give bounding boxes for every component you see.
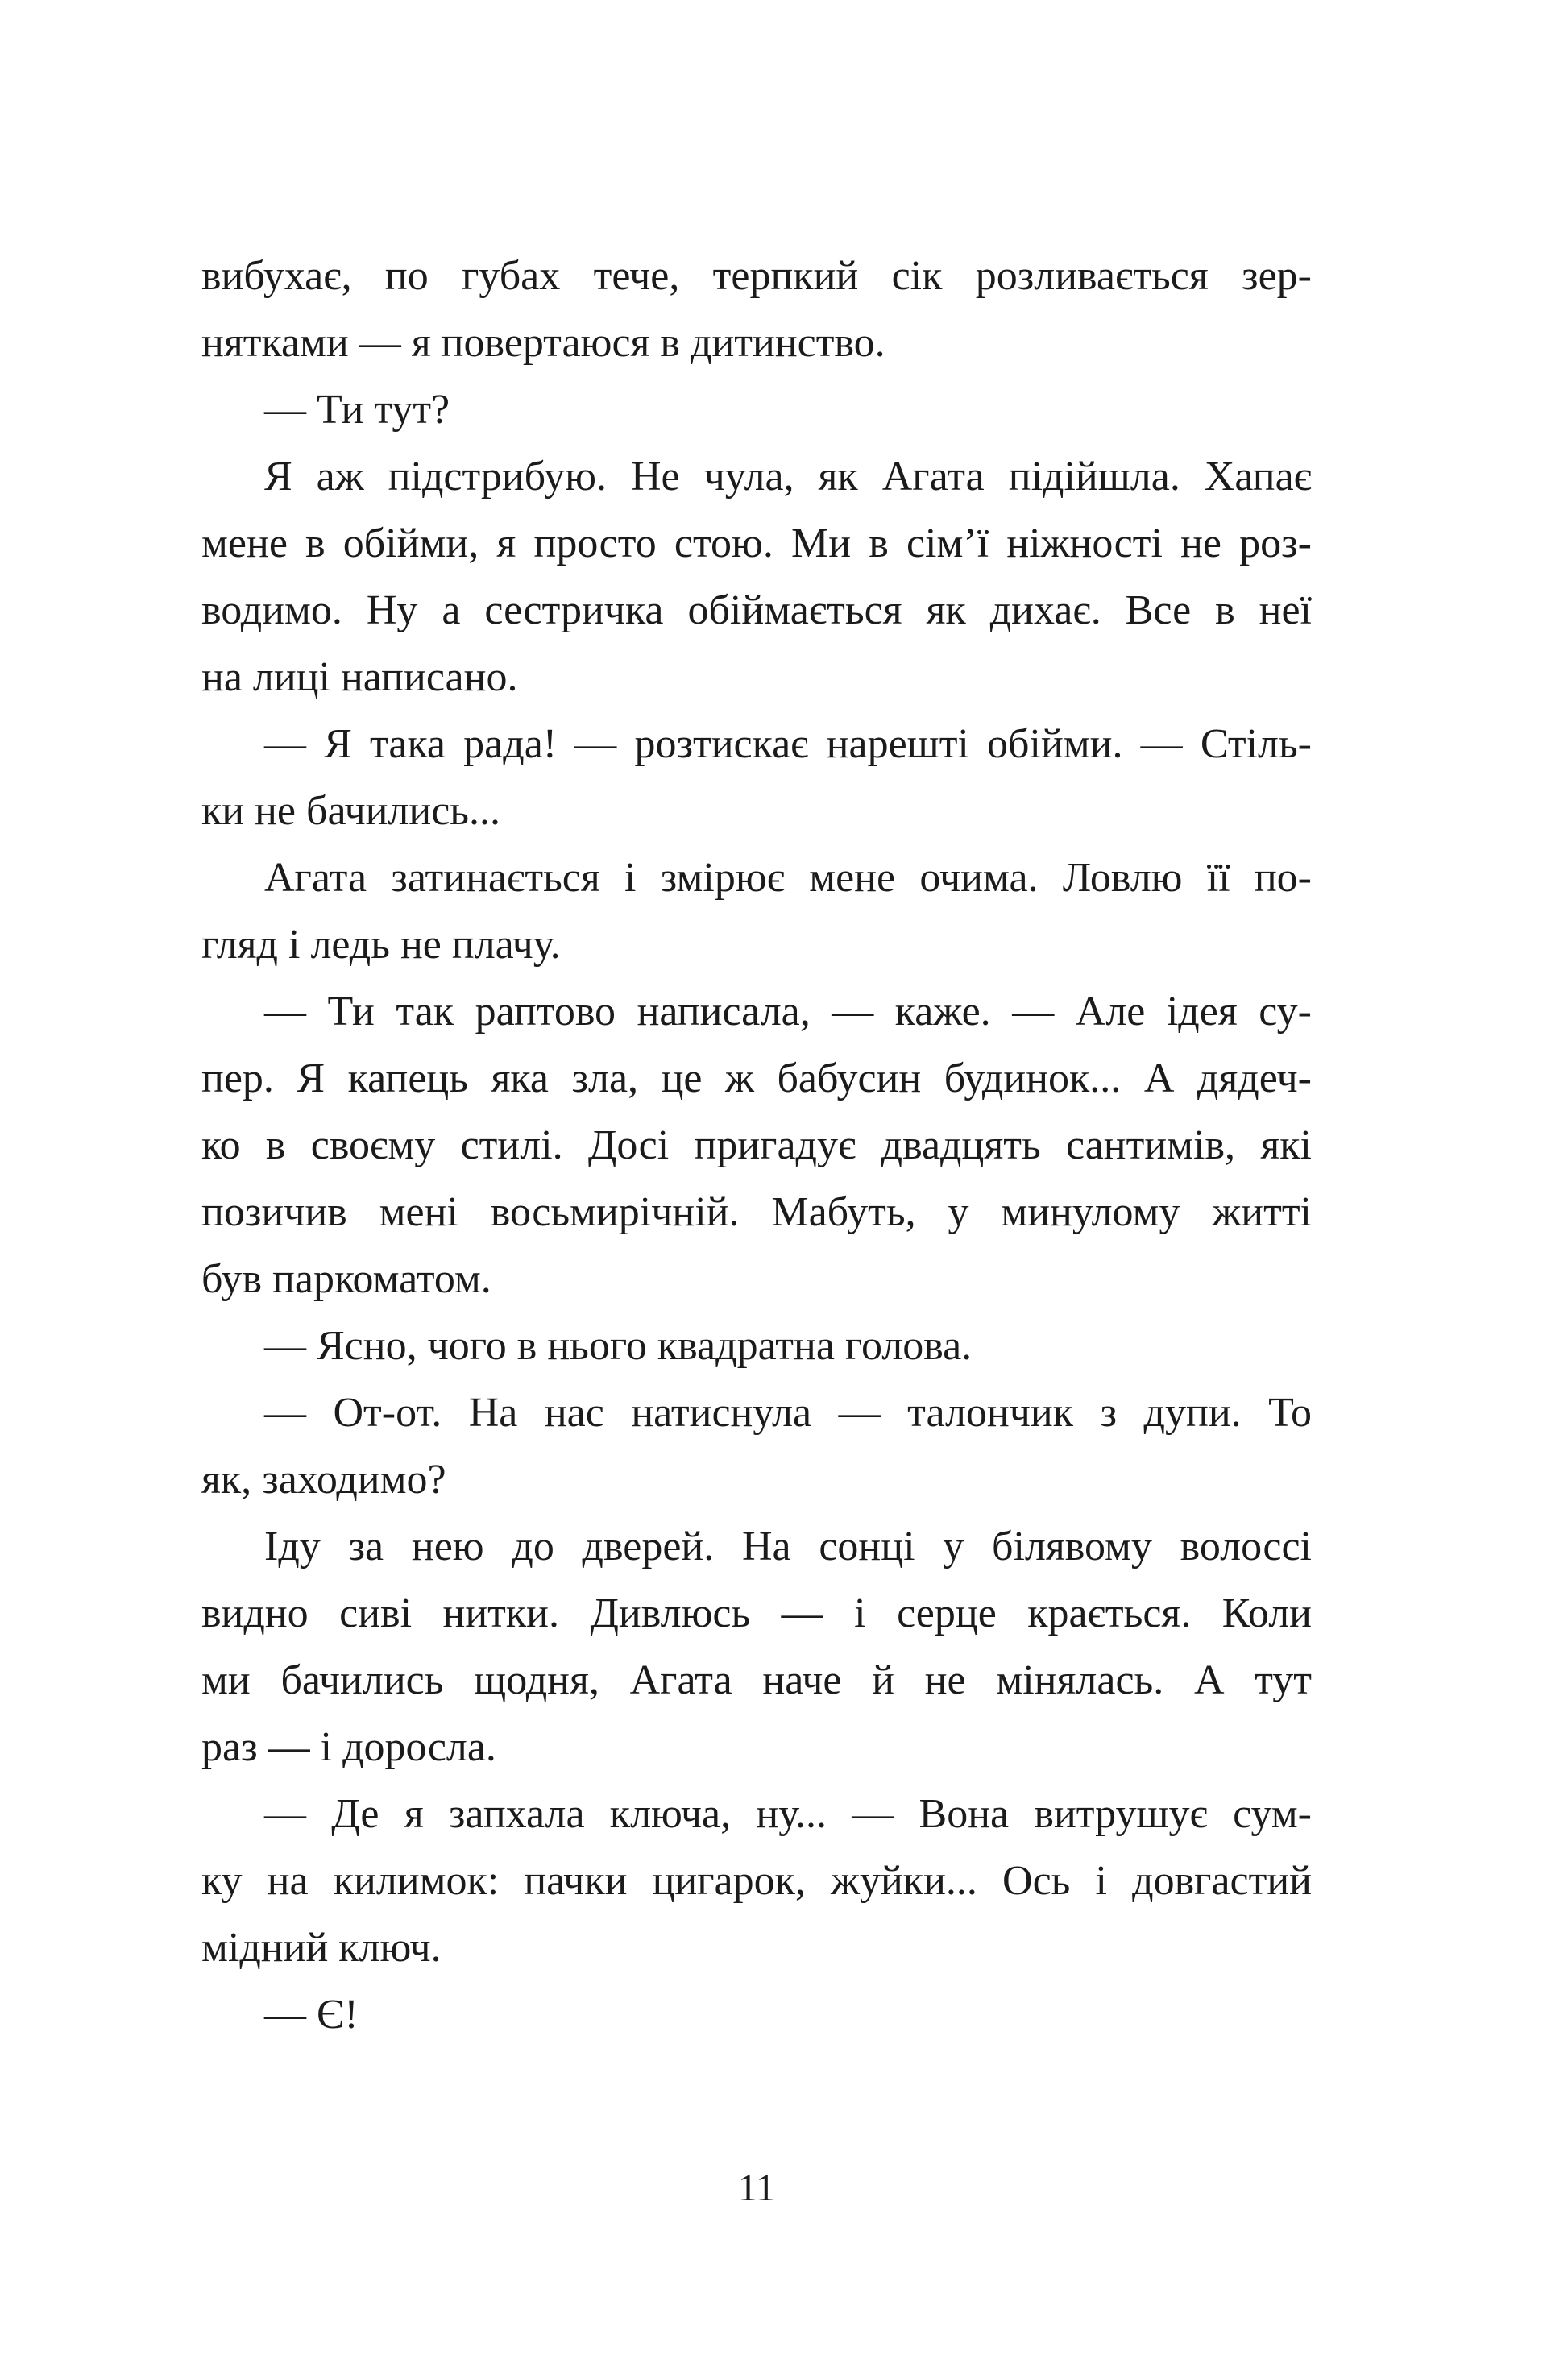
text-line: — Де я запхала ключа, ну... — Вона витрушує сум- xyxy=(264,1791,1312,1837)
text-line: ко в своєму стилі. Досі пригадує двадцять сантимів, які xyxy=(201,1122,1312,1168)
text-line: пер. Я капець яка зла, це ж бабусин будинок... А дядеч- xyxy=(201,1055,1312,1101)
text-line: був паркоматом. xyxy=(201,1256,491,1302)
page-number: 11 xyxy=(737,2166,776,2209)
text-line: — Ясно, чого в нього квадратна голова. xyxy=(264,1323,973,1369)
text-line: раз — і доросла. xyxy=(201,1724,496,1770)
text-line: Іду за нею до дверей. На сонці у білявому волоссі xyxy=(264,1524,1312,1569)
text-line: — Ти тут? xyxy=(264,387,450,433)
text-line: як, заходимо? xyxy=(201,1457,446,1503)
text-line: водимо. Ну а сестричка обіймається як дихає. Все в неї xyxy=(201,587,1312,633)
text-line: мідний ключ. xyxy=(201,1925,442,1971)
text-line: видно сиві нитки. Дивлюсь — і серце крається. Коли xyxy=(201,1590,1312,1636)
text-line: ки не бачились... xyxy=(201,788,501,834)
text-line: — Ти так раптово написала, — каже. — Але ідея су- xyxy=(264,989,1312,1035)
text-line: позичив мені восьмирічній. Мабуть, у минулому житті xyxy=(201,1189,1312,1235)
text-line: — Я така рада! — розтискає нарешті обійми. — Стіль- xyxy=(264,721,1312,767)
body-text xyxy=(201,243,1312,2048)
text-line: — От-от. На нас натиснула — талончик з дупи. То xyxy=(264,1390,1312,1436)
text-line: гляд і ледь не плачу. xyxy=(201,922,561,968)
text-line: на лиці написано. xyxy=(201,654,518,700)
text-line: вибухає, по губах тече, терпкий сік розливається зер- xyxy=(201,253,1312,299)
text-line: ку на килимок: пачки цигарок, жуйки... Ось і довгастий xyxy=(201,1858,1312,1904)
text-line: нятками — я повертаюся в дитинство. xyxy=(201,320,885,366)
text-line: — Є! xyxy=(264,1992,359,2038)
text-line: Агата затинається і змірює мене очима. Ловлю її по- xyxy=(264,855,1312,901)
text-line: мене в обійми, я просто стою. Ми в сім’ї ніжності не роз- xyxy=(201,520,1312,566)
text-line: Я аж підстрибую. Не чула, як Агата підійшла. Хапає xyxy=(264,454,1312,500)
text-line: ми бачились щодня, Агата наче й не мінялась. А тут xyxy=(201,1657,1312,1703)
